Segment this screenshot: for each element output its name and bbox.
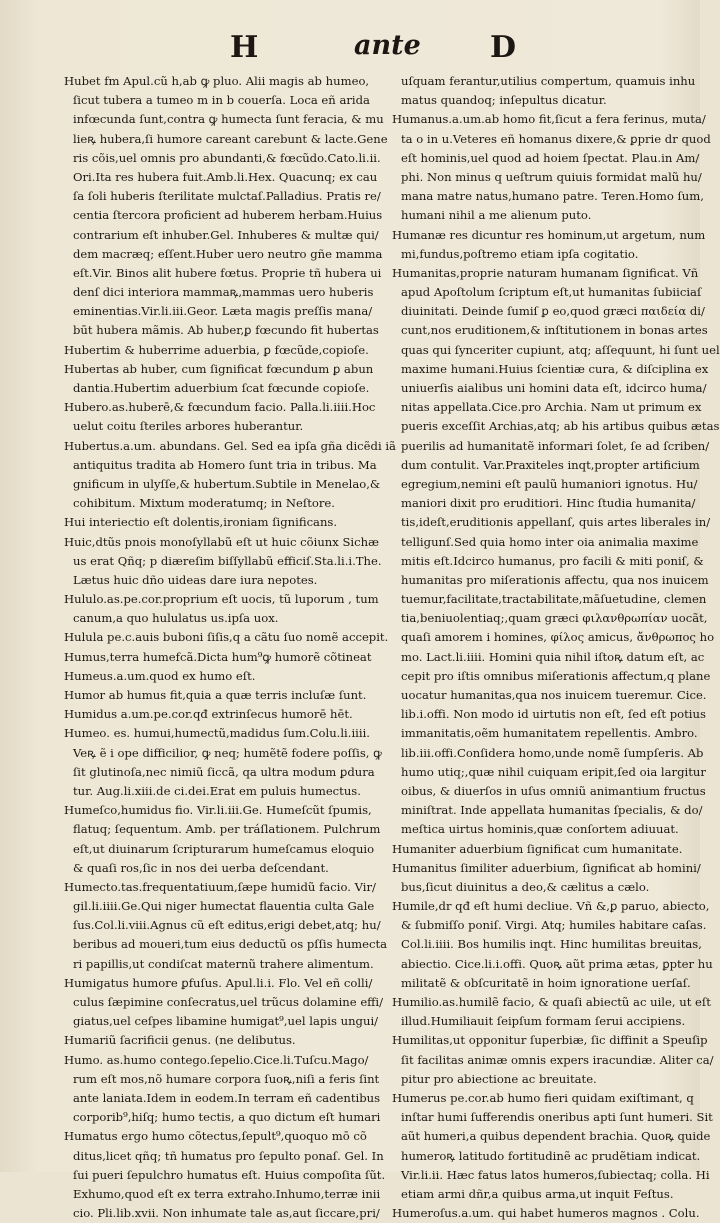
text-line: Exhumo,quod eſt ex terra extraho.Inhumo,terræ inii [73,1186,381,1201]
dictionary-entry-line: Humanæ res dicuntur res hominum,ut argetum, num [392,227,706,242]
text-line: mitis eſt.Idcirco humanus, pro facili & miti poniſ, & [401,553,704,568]
text-line: us erat Qñq; p diæreſim biſſyllabũ efficiſ.Sta.li.i.The. [73,553,382,568]
text-line: centia ſtercora proficient ad huberem herbam.Huius [73,208,383,223]
text-line: abiectio. Cice.li.i.offi. Quoꝶ aũt prima ætas, ꝑpter hu [401,956,713,971]
text-line: infœcunda ſunt,contra ꝙ humecta ſunt feracia, & mu [73,112,384,127]
text-line: contrarium eſt inhuber.Gel. Inhuberes & multæ qui/ [73,227,379,242]
text-line: uocatur humanitas,qua nos inuicem tueremur. Cice. [401,688,707,702]
text-line: rum eſt mos,nõ humare corpora ſuoꝶ,niſi a feris ſint [73,1071,380,1086]
text-line: lib.iii.offi.Conſidera homo,unde nomẽ ſumpſeris. Ab [401,745,704,760]
dictionary-entry-line: Humeſco,humidus fio. Vir.li.iii.Ge. Humeſcũt ſpumis, [64,803,372,818]
text-line: gnificum in ulyſſe,& hubertum.Subtile in Menelao,& [73,476,381,491]
dictionary-entry-line: Hubertim & huberrime aduerbia, ꝑ fœcũde,copioſe. [64,342,369,357]
text-line: Lætus huic dño uideas dare iura nepotes. [73,572,318,587]
header-signature-left: H [230,30,258,65]
text-line: & ſubmiſſo poniſ. Virgi. Atq; humiles habitare caſas. [401,918,707,933]
text-line: dantia.Hubertim aduerbium ſcat fœcunde copioſe. [73,381,370,395]
text-line: ta o in u.Veteres eñ homanus dixere,& ꝑprie dr quod [401,131,711,146]
text-line: maniori dixit pro eruditiori. Hinc ſtudia humanita/ [401,496,696,511]
text-line: miniſtrat. Inde appellata humanitas ſpecialis, & do/ [401,803,703,818]
text-line: matus quandoq; inſepultus dicatur. [401,93,607,108]
text-line: phi. Non minus q ueſtrum quiuis formidat malũ hu/ [401,169,702,184]
left-column [64,72,396,1223]
text-line: uelut coitu ſteriles arbores huberantur. [73,419,304,434]
text-line: Vir.li.ii. Hæc fatus latos humeros,ſubiectaq; colla. Hi [401,1167,710,1182]
text-line: Col.li.iiii. Bos humilis inqt. Hinc humilitas breuitas, [401,937,702,952]
text-line: uniuerſis aialibus uni homini data eſt, idcirco huma/ [401,381,707,395]
text-line: corporib⁹,hiſq; humo tectis, a quo dictum eſt humari [73,1110,381,1125]
text-line: antiquitus tradita ab Homero ſunt tria in tribus. Ma [73,457,377,472]
text-line: tia,beniuolentiaq;,quam græci φιλανθρωπίαν uocãt, [401,611,708,626]
text-line: inſtar humi ſufferendis oneribus apti ſunt humeri. Sit [401,1110,713,1125]
text-line: cepit pro iſtis omnibus miſerationis affectum,q plane [401,668,711,683]
text-line: pueris exceſſit Archias,atq; ab his artibus quibus ætas [401,419,720,434]
dictionary-entry-line: Humeus.a.um.quod ex humo eſt. [64,668,256,683]
text-line: ſus.Col.li.viii.Agnus cũ eſt editus,erigi debet,atq; hu/ [73,918,381,933]
text-line: dum contulit. Var.Praxiteles inqt,propter artificium [401,457,700,472]
text-line: meſtica uirtus hominis,quæ conſortem adiuuat. [401,822,679,837]
dictionary-entry-line: Hui interiectio eſt dolentis,ironiam ſignificans. [64,515,338,530]
dictionary-entry-line: Humidus a.um.pe.cor.qđ extrinſecus humorē hēt. [64,707,353,722]
dictionary-entry-line: Hubet fm Apul.cũ h,ab ꝙ pluo. Alii magis ab humeo, [64,74,370,88]
dictionary-entry-line: Hubero.as.huberē,& fœcundum facio. Palla.li.iiii.Hoc [64,400,376,415]
text-line: lieꝶ hubera,ſi humore careant carebunt & lacte.Gene [73,131,388,146]
text-line: lib.i.offi. Non modo id uirtutis non eſt, ſed eſt potius [401,707,706,722]
text-line: Veꝶ ẽ i ope difficilior, ꝙ neq; humẽtẽ fodere poſſis, ꝙ [73,745,382,760]
dictionary-entry-line: Hubertas ab huber, cum ſignificat fœcundum ꝑ abun [64,361,374,376]
dictionary-entry-line: Humus,terra humefcã.Dicta hum⁹ꝙ humorẽ cõtineat [64,649,372,664]
text-line: eſt,ut diuinarum ſcripturarum humeſcamus eloquio [73,841,375,856]
text-line: quaſi amorem i homines, φίλος amicus, ἄνθρωπος ho [401,630,715,645]
text-line: diuinitati. Deinde ſumiſ ꝑ eo,quod græci παιδεία di/ [401,304,705,319]
text-line: puerilis ad humanitatẽ informari ſolet, ſe ad ſcriben/ [401,438,710,453]
text-line: cohibitum. Mixtum moderatumq; in Neſtore. [73,496,335,511]
dictionary-entry-line: Humor ab humus fit,quia a quæ terris incluſæ ſunt. [64,688,367,702]
text-line: ſicut tubera a tumeo m in b couerſa. Loca eñ arida [73,93,370,108]
text-line: telligunſ.Sed quia homo inter oia animalia maxime [401,534,699,549]
text-line: humanitas pro miſerationis affectu, qua nos inuicem [401,572,709,587]
text-line: humo utiq;,quæ nihil cuiquam eripit,ſed oia largitur [401,764,706,779]
dictionary-entry-line: Humanitus ſimiliter aduerbium, ſignificat ab homini/ [392,860,701,875]
text-line: oibus, & diuerſos in uſus omniũ animantium fructus [401,783,706,798]
text-line: illud.Humiliauit ſeipſum formam ſerui accipiens. [401,1014,686,1029]
dictionary-entry-line: Humile,dr qđ eſt humi decliue. Vñ &,ꝑ paruo, abiecto, [392,899,710,914]
text-line: ſa ſoli huberis ſterilitate mulctaſ.Palladius. Pratis re/ [73,189,381,204]
running-header [60,30,680,74]
dictionary-entry-line: Humariũ ſacrificii genus. (ne delibutus. [64,1033,296,1048]
text-line: militatẽ & obſcuritatẽ in hoim ignoratione uerſaſ. [401,975,691,990]
text-line: canum,a quo hululatus us.ipſa uox. [73,611,279,626]
text-line: aũt humeri,a quibus dependent brachia. Quoꝶ quide [401,1129,711,1144]
text-line: būt hubera mãmis. Ab huber,ꝑ fœcundo fit hubertas [73,323,379,338]
right-column [392,72,720,1223]
text-line: nitas appellata.Cice.pro Archia. Nam ut primum ex [401,400,702,415]
text-line: maxime humani.Huius ſcientiæ cura, & diſciplina ex [401,361,709,376]
dictionary-entry-line: Humatus ergo humo cõtectus,ſepult⁹,quoquo mō cõ [64,1129,367,1144]
text-line: denſ dici interiora mammaꝶ,mammas uero huberis [73,285,374,300]
text-line: humeroꝶ latitudo fortitudinẽ ac prudẽtiam indicat. [401,1148,701,1163]
text-line: culus ſæpimine conſecratus,uel trũcus dolamine effi/ [73,995,384,1009]
text-line: Ori.Ita res hubera fuit.Amb.li.Hex. Quacunq; ex cau [73,169,378,184]
text-line: pitur pro abiectione ac breuitate. [401,1071,597,1086]
dictionary-entry-line: Hulula pe.c.auis buboni ſiſis,q a cãtu ſuo nomẽ accepit. [64,630,389,645]
text-line: & quaſi ros,ſic in nos dei uerba deſcendant. [73,860,329,875]
text-line: quas qui ſynceriter cupiunt, atq; aſſequunt, hi ſunt uel [401,342,720,357]
text-line: flatuq; ſequentum. Amb. per tráſlationem. Pulchrum [73,822,381,837]
text-line: cunt,nos eruditionem,& inſtitutionem in bonas artes [401,323,708,338]
text-line: egregium,nemini eſt paulũ humaniori ignotus. Hu/ [401,476,698,491]
dictionary-entry-line: Humaniter aduerbium ſignificat cum humanitate. [392,841,683,856]
text-line: bus,ſicut diuinitus a deo,& cælitus a cælo. [401,879,650,894]
text-line: mi,fundus,poſtremo etiam ipſa cogitatio. [401,246,639,261]
text-line: tis,ideſt,eruditionis appellanſ, quis artes liberales in/ [401,515,711,530]
dictionary-entry-line: Huic,dtũs pnois monoſyllabũ eſt ut huic cõiunx Sichæ [64,534,379,549]
text-line: mo. Lact.li.iiii. Homini quia nihil iſtoꝶ datum eſt, ac [401,649,705,664]
text-line: ſui pueri ſepulchro humatus eſt. Huius compoſita ſũt. [73,1167,386,1182]
text-line: ri papillis,ut condiſcat maternũ trahere alimentum. [73,956,374,971]
dictionary-entry-line: Humilitas,ut opponitur ſuperbiæ, ſic diffinit a Speuſip [392,1033,708,1048]
header-signature-right: D [490,30,517,65]
dictionary-entry-line: Humanus.a.um.ab homo fit,ſicut a fera ferinus, muta/ [392,112,706,127]
dictionary-entry-line: Humo. as.humo contego.ſepelio.Cice.li.Tuſcu.Mago/ [64,1052,369,1067]
text-line: eſt.Vir. Binos alit hubere fœtus. Proprie tñ hubera ui [73,265,382,280]
text-line: giatus,uel ceſpes libamine humigat⁹,uel lapis ungui/ [73,1014,379,1029]
text-line: eminentias.Vir.li.iii.Geor. Læta magis preſſis mana/ [73,304,373,319]
dictionary-entry-line: Humanitas,proprie naturam humanam ſignificat. Vñ [392,265,699,280]
text-line: humani nihil a me alienum puto. [401,208,592,223]
text-line: immanitatis,oẽm humanitatem repellentis. Ambro. [401,726,698,741]
text-line: mana matre natus,humano patre. Teren.Homo ſum, [401,189,704,204]
dictionary-entry-line: Hululo.as.pe.cor.proprium eſt uocis, tũ luporum , tum [64,592,379,607]
text-line: etiam armi dñr,a quibus arma,ut inquit Feſtus. [401,1186,674,1201]
text-line: ante laniata.Idem in eodem.In terram eñ cadentibus [73,1090,381,1105]
text-line: ris cõis,uel omnis pro abundanti,& fœcũdo.Cato.li.ii. [73,150,381,165]
text-line: ſit facilitas animæ omnis expers iracundiæ. Aliter ca/ [401,1052,714,1067]
text-line: ditus,licet qñq; tñ humatus pro ſepulto ponaſ. Gel. In [73,1148,384,1163]
text-line: uſquam ferantur,utilius compertum, quamuis inhu [401,74,696,88]
dictionary-entry-line: Humeo. es. humui,humectũ,madidus ſum.Colu.li.iiii. [64,726,370,741]
dictionary-entry-line: Humecto.tas.frequentatiuum,ſæpe humidũ facio. Vir/ [64,879,376,894]
text-line: apud Apoſtolum ſcriptum eſt,ut humanitas ſubiiciaſ [401,285,702,300]
text-line: ſit glutinoſa,nec nimiũ ſiccã, qa ultra modum ꝑdura [73,764,375,779]
text-line: tur. Aug.li.xiii.de ci.dei.Erat em puluis humectus. [73,783,361,798]
dictionary-entry-line: Hubertus.a.um. abundans. Gel. Sed ea ipſa gña dicẽdi iã [64,438,396,453]
text-line: beribus ad moueri,tum eius deductũ os pſſis humecta [73,937,388,952]
dictionary-entry-line: Humilio.as.humilẽ facio, & quaſi abiectũ ac uile, ut eſt [392,995,711,1009]
text-line: tuemur,facilitate,tractabilitate,māſuetudine, clemen [401,592,707,607]
text-line: dem macræq; eſſent.Huber uero neutro gñe mamma [73,246,383,261]
text-line: cio. Pli.lib.xvii. Non inhumate tale as,aut ſiccare,pri/ [73,1206,380,1221]
text-line: eſt hominis,uel quod ad hoiem ſpectat. Plau.in Am/ [401,150,700,165]
header-catchword: ante [354,30,421,61]
dictionary-entry-line: Humigatus humore ꝑfuſus. Apul.li.i. Flo. Vel eñ colli/ [64,975,373,990]
dictionary-entry-line: Humerus pe.cor.ab humo fieri quidam exiſtimant, q [392,1090,694,1105]
text-line: gil.li.iiii.Ge.Qui niger humectat flauentia culta Gale [73,899,375,914]
dictionary-entry-line: Humeroſus.a.um. qui habet humeros magnos . Colu. [392,1206,700,1221]
